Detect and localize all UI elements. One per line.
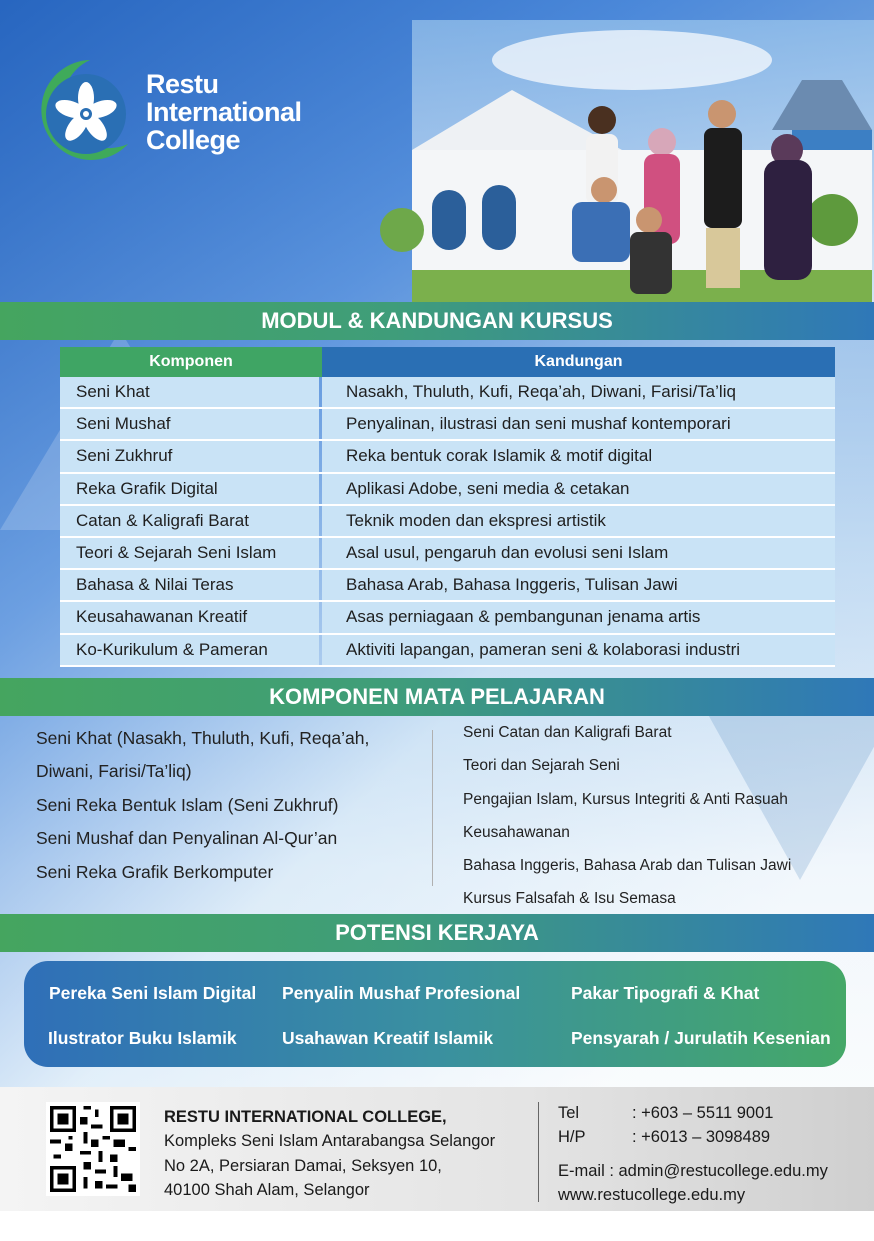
email-link[interactable]: E-mail : admin@restucollege.edu.my bbox=[558, 1162, 828, 1180]
address-line: 40100 Shah Alam, Selangor bbox=[164, 1181, 370, 1199]
table-row bbox=[60, 506, 835, 538]
table-header-kandungan: Kandungan bbox=[322, 347, 835, 377]
table-cell-kandungan: Bahasa Arab, Bahasa Inggeris, Tulisan Jawi bbox=[322, 570, 835, 600]
website-link[interactable]: www.restucollege.edu.my bbox=[558, 1186, 746, 1204]
table-cell-komponen: Keusahawanan Kreatif bbox=[60, 602, 319, 632]
college-wordmark bbox=[146, 70, 302, 154]
table-cell-komponen: Teori & Sejarah Seni Islam bbox=[60, 538, 319, 568]
table-cell-komponen: Bahasa & Nilai Teras bbox=[60, 570, 319, 600]
table-cell-komponen: Seni Zukhruf bbox=[60, 441, 319, 471]
table-row bbox=[60, 441, 835, 473]
list-item: Bahasa Inggeris, Bahasa Arab dan Tulisan Jawi bbox=[463, 857, 792, 875]
list-item: Kursus Falsafah & Isu Semasa bbox=[463, 890, 676, 908]
list-item: Pengajian Islam, Kursus Integriti & Anti Rasuah bbox=[463, 790, 788, 808]
table-cell-komponen: Reka Grafik Digital bbox=[60, 474, 319, 504]
hp-label: H/P bbox=[558, 1128, 586, 1146]
tel-value[interactable]: : +603 – 5511 9001 bbox=[632, 1104, 774, 1122]
campus-students-photo bbox=[372, 20, 874, 302]
career-item: Usahawan Kreatif Islamik bbox=[282, 1028, 494, 1048]
table-cell-kandungan: Aplikasi Adobe, seni media & cetakan bbox=[322, 474, 835, 504]
college-name: RESTU INTERNATIONAL COLLEGE, bbox=[164, 1108, 447, 1126]
table-cell-kandungan: Asal usul, pengaruh dan evolusi seni Islam bbox=[322, 538, 835, 568]
komponen-list-right bbox=[463, 716, 863, 916]
table-row bbox=[60, 635, 835, 667]
list-item: Teori dan Sejarah Seni bbox=[463, 757, 620, 775]
career-item: Ilustrator Buku Islamik bbox=[48, 1028, 237, 1048]
table-cell-komponen: Catan & Kaligrafi Barat bbox=[60, 506, 319, 536]
contact-block bbox=[558, 1101, 828, 1207]
table-row bbox=[60, 602, 835, 634]
section-bar-komponen bbox=[0, 678, 874, 716]
section-title-modul: MODUL & KANDUNGAN KURSUS bbox=[261, 308, 613, 333]
table-row bbox=[60, 570, 835, 602]
list-item: Seni Reka Grafik Berkomputer bbox=[36, 861, 274, 882]
table-cell-komponen: Ko-Kurikulum & Pameran bbox=[60, 635, 319, 665]
table-header bbox=[60, 347, 835, 377]
table-cell-komponen: Seni Mushaf bbox=[60, 409, 319, 439]
list-item: Diwani, Farisi/Ta’liq) bbox=[36, 761, 192, 782]
hero-banner bbox=[0, 0, 874, 300]
table-row bbox=[60, 474, 835, 506]
list-item: Keusahawanan bbox=[463, 823, 570, 841]
section-title-kerjaya: POTENSI KERJAYA bbox=[335, 920, 539, 945]
career-item: Pereka Seni Islam Digital bbox=[49, 983, 257, 1003]
list-item: Seni Khat (Nasakh, Thuluth, Kufi, Reqa’ah, bbox=[36, 728, 370, 748]
table-cell-kandungan: Nasakh, Thuluth, Kufi, Reqa’ah, Diwani, Farisi/Ta’liq bbox=[322, 377, 835, 407]
brand-line-1: Restu bbox=[146, 69, 219, 99]
address-line: Kompleks Seni Islam Antarabangsa Selangor bbox=[164, 1132, 496, 1150]
career-panel bbox=[24, 961, 846, 1067]
college-logo-icon bbox=[28, 52, 136, 172]
career-item: Penyalin Mushaf Profesional bbox=[282, 983, 521, 1003]
section-title-komponen: KOMPONEN MATA PELAJARAN bbox=[269, 684, 605, 709]
table-cell-kandungan: Aktiviti lapangan, pameran seni & kolaborasi industri bbox=[322, 635, 835, 665]
column-divider bbox=[432, 730, 433, 886]
list-item: Seni Catan dan Kaligrafi Barat bbox=[463, 724, 672, 741]
brand-line-2: International bbox=[146, 97, 302, 127]
career-item: Pakar Tipografi & Khat bbox=[571, 983, 760, 1003]
brand-line-3: College bbox=[146, 125, 241, 155]
tel-label: Tel bbox=[558, 1104, 580, 1122]
table-row bbox=[60, 538, 835, 570]
course-table bbox=[60, 347, 835, 667]
list-item: Seni Reka Bentuk Islam (Seni Zukhruf) bbox=[36, 794, 339, 815]
hp-row bbox=[558, 1125, 828, 1149]
komponen-list-left bbox=[36, 722, 416, 889]
hp-value[interactable]: : +6013 – 3098489 bbox=[632, 1128, 771, 1146]
tel-row bbox=[558, 1101, 828, 1125]
college-address-block bbox=[164, 1105, 495, 1203]
table-cell-komponen: Seni Khat bbox=[60, 377, 319, 407]
footer-divider bbox=[538, 1102, 539, 1202]
table-row bbox=[60, 377, 835, 409]
section-bar-modul bbox=[0, 302, 874, 340]
table-cell-kandungan: Penyalinan, ilustrasi dan seni mushaf kontemporari bbox=[322, 409, 835, 439]
section-bar-kerjaya bbox=[0, 914, 874, 952]
bottom-strip bbox=[0, 1211, 874, 1241]
table-cell-kandungan: Asas perniagaan & pembangunan jenama artis bbox=[322, 602, 835, 632]
career-item: Pensyarah / Jurulatih Kesenian bbox=[571, 1028, 831, 1048]
table-row bbox=[60, 409, 835, 441]
list-item: Seni Mushaf dan Penyalinan Al-Qur’an bbox=[36, 828, 338, 849]
table-header-komponen: Komponen bbox=[60, 347, 322, 377]
table-cell-kandungan: Teknik moden dan ekspresi artistik bbox=[322, 506, 835, 536]
qr-code-icon[interactable] bbox=[46, 1102, 140, 1196]
table-cell-kandungan: Reka bentuk corak Islamik & motif digital bbox=[322, 441, 835, 471]
address-line: No 2A, Persiaran Damai, Seksyen 10, bbox=[164, 1156, 442, 1175]
